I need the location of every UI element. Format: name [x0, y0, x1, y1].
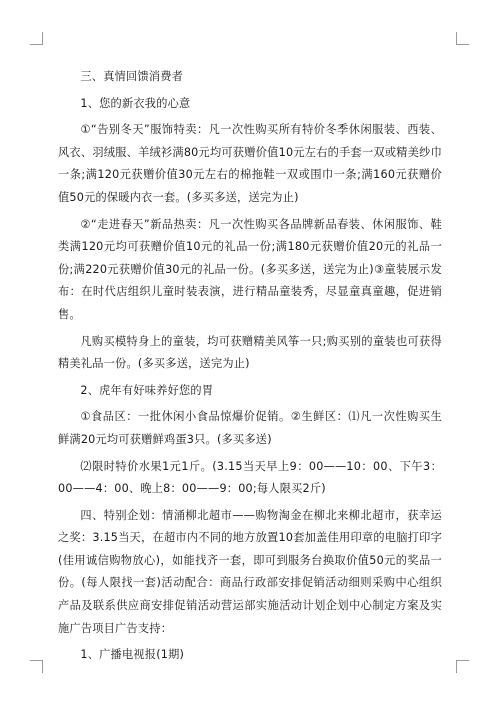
subsection-heading: 2、虎年有好味养好您的胃: [80, 383, 214, 397]
paragraph: ①“告别冬天”服饰特卖：凡一次性购买所有特价冬季休闲服装、西装、风衣、羽绒服、羊绒衫满80元均可获赠价值10元左右的手套一双或精美纱巾一条;满120元获赠价值30元左右的棉拖鞋一双或围巾一条;满160元获赠价值50元的保暖内衣一套。(多买多送，送完为止): [58, 123, 442, 204]
paragraph: 四、特别企划：情涌柳北超市——购物淘金在柳北来柳北超市，获幸运之奖：3.15当天，在超市内不同的地方放置10套加盖佳用印章的电脑打印字(佳用诚信购物放心)，如能找齐一套，即可到服务台换取价值50元的奖品一份。(每人限找一套)活动配合：商品行政部安排促销活动细则采购中心组织产品及联系供应商安排促销活动营运部实施活动计划企划中心制定方案及实施广告项目广告支持：: [58, 508, 442, 635]
section-heading: 三、真情回馈消费者: [80, 70, 184, 83]
subsection-heading: 1、您的新衣我的心意: [80, 96, 191, 110]
crop-mark-bottom-left: [30, 660, 43, 673]
paragraph: ⑵限时特价水果1元1斤。(3.15当天早上9：00——10：00、下午3：00——4：00、晚上8：00——9：00;每人限买2斤): [58, 459, 442, 496]
paragraph: 凡购买模特身上的童装，均可获赠精美风筝一只;购买别的童装也可获得精美礼品一份。(多买多送，送完为止): [58, 334, 442, 371]
paragraph: ①食品区：一批休闲小食品惊爆价促销。②生鲜区：⑴凡一次性购买生鲜满20元均可获赠鲜鸡蛋3只。(多买多送): [58, 410, 442, 446]
paragraph: ②“走进春天”新品热卖：凡一次性购买各品牌新品春装、休闲服饰、鞋类满120元均可获赠价值10元的礼品一份;满180元获赠价值20元的礼品一份;满220元获赠价值30元的礼品一份。(多买多送，送完为止)③童装展示发布：在时代店组织儿童时装表演，进行精品童装秀，尽显童真童趣，促进销售。: [58, 217, 442, 321]
crop-mark-bottom-right: [456, 660, 469, 673]
crop-mark-top-right: [456, 32, 469, 45]
document-body: [58, 66, 442, 671]
subsection-heading: 1、广播电视报(1期): [80, 648, 185, 662]
crop-mark-top-left: [30, 32, 43, 45]
